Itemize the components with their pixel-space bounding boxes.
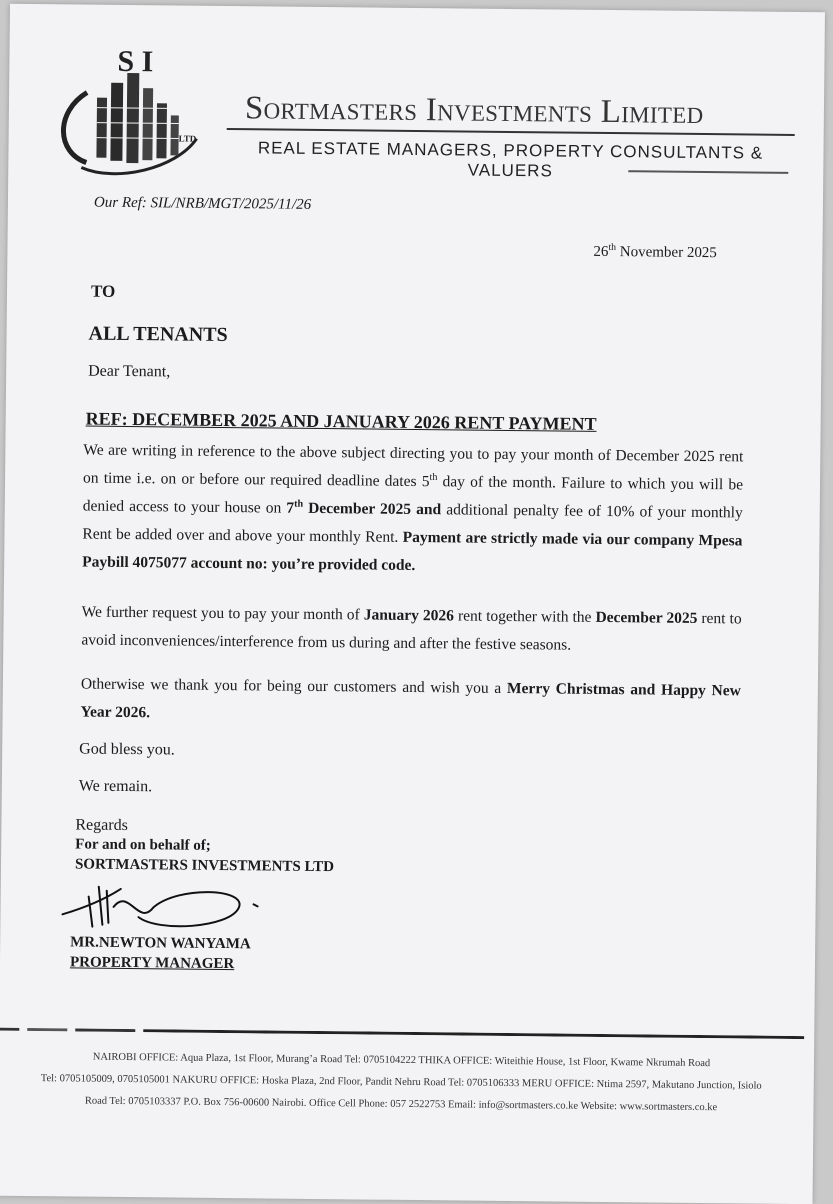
salutation: Dear Tenant, <box>88 362 171 381</box>
date-day: 26 <box>593 243 609 261</box>
p1-sup-2: th <box>294 498 304 510</box>
closing-bless: God bless you. <box>79 740 175 759</box>
logo-suffix: LTD <box>178 133 197 144</box>
closing-regards: Regards <box>75 816 128 835</box>
p1-bold-payment: Payment are strictly made via our company Mpesa Paybill 4075077 account no: you’re provided code. <box>82 528 743 575</box>
date-month-year: November 2025 <box>615 244 717 262</box>
p1-text-b: day of the month. Failure to which you will be denied access to your house on <box>82 473 744 517</box>
letter-page <box>0 4 825 1204</box>
p2-bold-december: December 2025 <box>595 608 698 627</box>
paragraph-deadline <box>82 437 743 584</box>
logo-letters: S I <box>117 44 154 79</box>
p1-bold-date: December 2025 and <box>302 499 442 519</box>
paragraph-wishes <box>80 671 741 734</box>
p3-text-a: Otherwise we thank you for being our customers and wish you a <box>80 675 508 697</box>
footer-divider <box>0 1028 804 1039</box>
recipient: ALL TENANTS <box>88 322 228 347</box>
on-behalf-of: For and on behalf of; <box>75 836 211 854</box>
letter-date <box>593 244 717 262</box>
paragraph-january <box>81 599 742 662</box>
p1-text-a: We are writing in reference to the above subject directing you to pay your month of December 2025 rent on time i.e. on or before our required deadline dates 5 <box>82 441 744 491</box>
p1-bold-day: 7 <box>286 499 295 517</box>
our-reference: Our Ref: SIL/NRB/MGT/2025/11/26 <box>93 194 312 213</box>
signature-image <box>58 876 269 936</box>
p2-text-a: We further request you to pay your month of <box>81 603 364 624</box>
company-name: Sortmasters Investments Limited <box>244 90 704 131</box>
to-label: TO <box>90 281 116 301</box>
p1-text-c: additional penalty fee of 10% of your monthly Rent be added over and above your monthly Rent. <box>82 501 743 546</box>
signer-title: PROPERTY MANAGER <box>69 954 235 973</box>
p1-sup-1: th <box>429 471 438 484</box>
company-tagline: REAL ESTATE MANAGERS, PROPERTY CONSULTANTS & VALUERS <box>226 128 794 184</box>
footer-line-1: NAIROBI OFFICE: Aqua Plaza, 1st Floor, Murang’a Road Tel: 0705104222 THIKA OFFICE: Witeithie House, 1st Floor, Kwame Nkrumah Road <box>92 1051 711 1070</box>
closing-remain: We remain. <box>78 777 153 796</box>
footer-line-2: Tel: 0705105009, 0705105001 NAKURU OFFICE: Hoska Plaza, 2nd Floor, Pandit Nehru Road Tel: 0705106333 MERU OFFICE: Ntima 2597, Makutano Junction, Isiolo <box>40 1073 762 1092</box>
signing-company: SORTMASTERS INVESTMENTS LTD <box>74 856 335 876</box>
footer-line-3: Road Tel: 0705103337 P.O. Box 756-00600 Nairobi. Office Cell Phone: 057 2522753 Email: info@sortmasters.co.ke Website: www.sortmasters.co.ke <box>84 1095 718 1114</box>
p2-bold-january: January 2026 <box>363 606 455 625</box>
subject-line: REF: DECEMBER 2025 AND JANUARY 2026 RENT PAYMENT <box>85 408 597 434</box>
footer-addresses <box>0 1046 804 1120</box>
signer-name: MR.NEWTON WANYAMA <box>70 934 251 953</box>
p3-bold-wishes: Merry Christmas and Happy New Year 2026. <box>80 679 741 722</box>
p2-text-b: rent together with the <box>453 607 596 626</box>
company-logo <box>46 42 217 179</box>
p2-text-c: rent to avoid inconveniences/interference from us during and after the festive seasons. <box>81 609 742 654</box>
date-suffix: th <box>608 242 617 254</box>
